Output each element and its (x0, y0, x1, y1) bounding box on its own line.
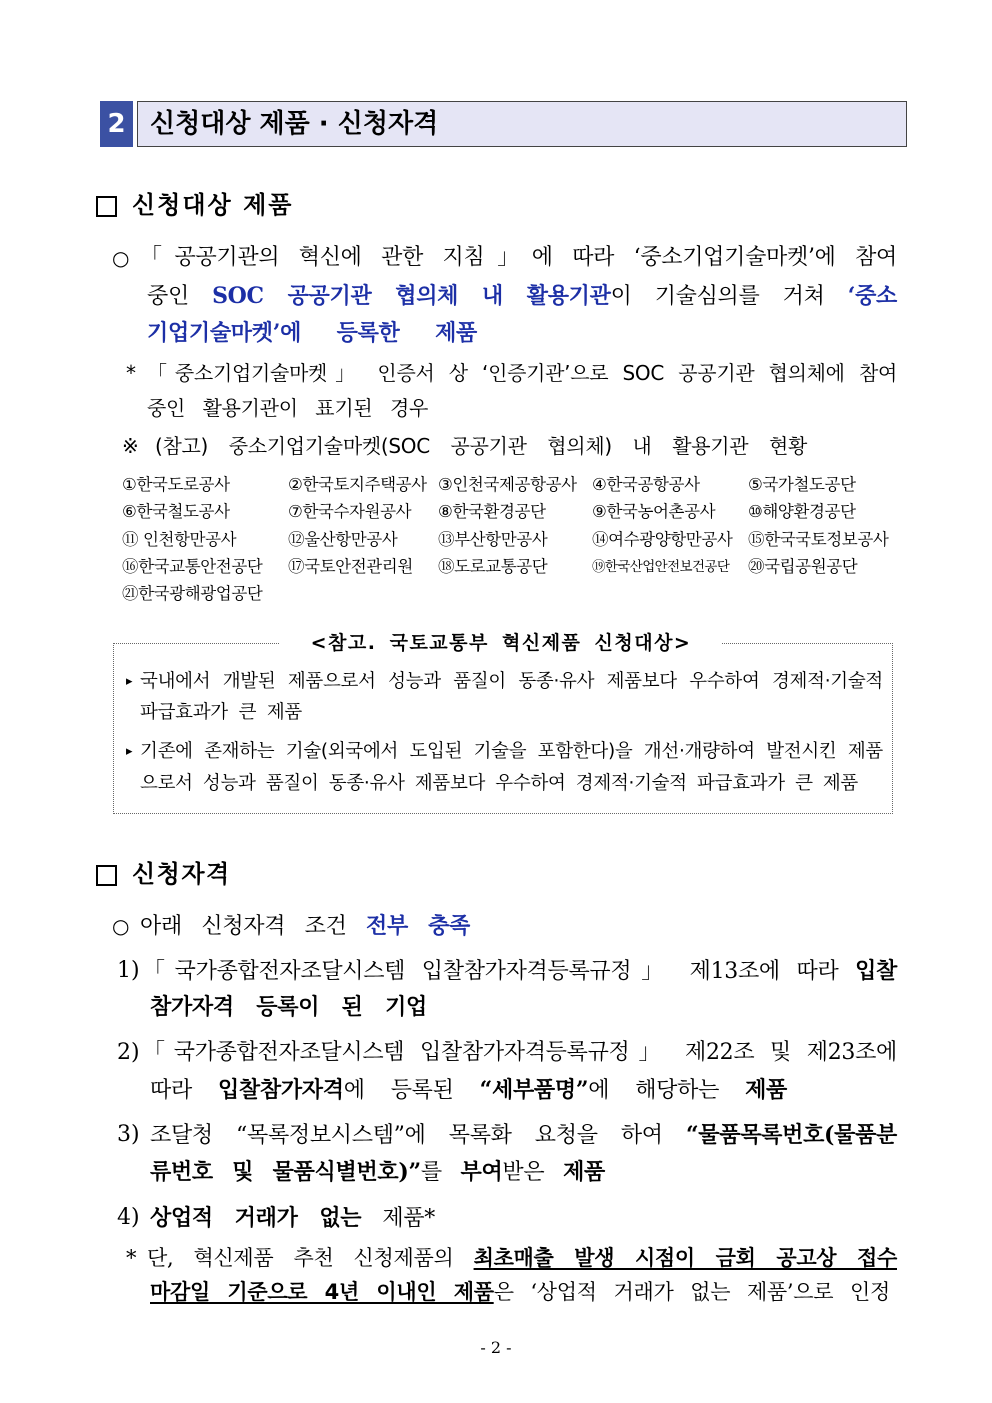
eligibility-intro-highlight: 전부 충족 (366, 913, 470, 939)
box-bullet-1-line-2 (140, 697, 302, 729)
item-1-bold-2: 참가자격 등록이 된 기업 (150, 994, 427, 1020)
item-2-text-c: 에 해당하는 (588, 1078, 746, 1103)
institution-item: ㉑한국광해광업공단 (122, 584, 263, 603)
intro-line-2 (147, 280, 897, 312)
item-4-bold: 상업적 거래가 없는 (150, 1205, 362, 1231)
institution-item: ⑧한국환경공단 (438, 502, 546, 521)
item-1-text: 「국가종합전자조달시스템 입찰참가자격등록규정」 제13조에 따라 (143, 959, 856, 984)
institution-item: ⑱도로교통공단 (438, 557, 548, 576)
item-2-line-1 (143, 1037, 897, 1069)
eligibility-note-emphasis-a: 최초매출 발생 시점이 금회 공고상 접수 (473, 1246, 897, 1270)
square-bullet-icon (96, 196, 117, 217)
item-number: 1) (117, 958, 140, 983)
item-2-text-b: 에 등록된 (343, 1078, 480, 1103)
eligibility-note-line-2 (150, 1276, 890, 1308)
item-number: 4) (117, 1205, 140, 1230)
item-number: 3) (117, 1122, 140, 1147)
box-bullet-1-text-2: 파급효과가 큰 제품 (140, 702, 302, 723)
institution-item: ⑨한국농어촌공사 (592, 502, 716, 521)
item-1-bold: 입찰 (855, 958, 897, 984)
institution-item: ②한국토지주택공사 (288, 475, 427, 494)
institution-item: ⑯한국교통안전공단 (122, 557, 263, 576)
item-4-line-1 (150, 1202, 435, 1234)
institution-item: ⑪ 인천항만공사 (122, 530, 237, 549)
eligibility-note-text-a: 단, 혁신제품 추천 신청제품의 (147, 1246, 474, 1270)
institution-item: ⑮한국국토정보공사 (748, 530, 889, 549)
box-bullet-2-line-1 (140, 736, 883, 768)
institution-item: ⑩해양환경공단 (748, 502, 856, 521)
item-2-bold-a: 입찰참가자격 (217, 1077, 344, 1103)
item-2-bold-c: 제품 (745, 1077, 787, 1103)
section-title: 신청대상 제품 · 신청자격 (137, 101, 907, 147)
triangle-bullet-icon: ▸ (126, 744, 133, 759)
intro-line-1 (140, 242, 897, 274)
intro-line-2-highlight-b: ‘중소 (847, 283, 897, 309)
item-2-text-a: 따라 (150, 1078, 218, 1103)
item-3-line-1 (150, 1119, 897, 1151)
square-bullet-icon (96, 865, 117, 886)
box-bullet-2-text-1: 기존에 존재하는 기술(외국에서 도입된 기술을 포함한다)을 개선·개량하여 발전시킨 제품 (140, 741, 883, 762)
note-line-1-text: 「중소기업기술마켓」 인증서 상 ‘인증기관’으로 SOC 공공기관 협의체에 참여 (147, 361, 897, 385)
box-bullet-1-text-1: 국내에서 개발된 제품으로서 성능과 품질이 동종·유사 제품보다 우수하여 경제적·기술적 (140, 671, 883, 692)
intro-line-2-highlight-a: SOC 공공기관 협의체 내 활용기관 (212, 283, 611, 309)
note-line-2-text: 중인 활용기관이 표기된 경우 (147, 396, 428, 420)
institution-item: ⑳국립공원공단 (748, 557, 858, 576)
note-line-2 (147, 392, 428, 424)
reference-line (155, 430, 807, 462)
item-2-bold-b: “세부품명” (479, 1077, 589, 1103)
reference-box-title: <참고. 국토교통부 혁신제품 신청대상> (280, 631, 722, 655)
institution-item: ⑤국가철도공단 (748, 475, 856, 494)
intro-line-3 (147, 317, 477, 349)
box-bullet-2-line-2 (140, 768, 858, 800)
eligibility-note-line-1 (147, 1242, 897, 1274)
circle-bullet: ○ (112, 246, 130, 270)
institution-item: ④한국공항공사 (592, 475, 700, 494)
eligibility-heading: 신청자격 (132, 859, 231, 888)
item-2-line-2 (150, 1074, 787, 1106)
asterisk-marker: * (126, 1246, 137, 1270)
reference-text: (참고) 중소기업기술마켓(SOC 공공기관 협의체) 내 활용기관 현황 (155, 434, 807, 458)
circle-bullet: ○ (112, 914, 130, 938)
eligibility-note-text-b: 은 ‘상업적 거래가 없는 제품’으로 인정 (493, 1280, 890, 1304)
intro-line-2-text-b: 이 기술심의를 거쳐 (610, 284, 848, 309)
eligibility-intro-text: 아래 신청자격 조건 (140, 914, 367, 939)
triangle-bullet-icon: ▸ (126, 674, 133, 689)
item-4-text: 제품* (361, 1206, 435, 1231)
institution-item: ⑰국토안전관리원 (288, 557, 413, 576)
box-bullet-2-text-2: 으로서 성능과 품질이 동종·유사 제품보다 우수하여 경제적·기술적 파급효과가 큰 제품 (140, 773, 858, 794)
item-3-bold: “물품목록번호(물품분 (685, 1122, 897, 1148)
institution-item: ⑫울산항만공사 (288, 530, 398, 549)
item-number: 2) (117, 1040, 140, 1065)
asterisk-marker: * (126, 361, 136, 385)
item-3-bold-a: 류번호 및 물품식별번호)” (150, 1159, 421, 1185)
item-1-line-1 (143, 955, 897, 987)
item-3-bold-c: 제품 (563, 1159, 605, 1185)
institution-item: ⑥한국철도공사 (122, 502, 230, 521)
institution-item: ⑦한국수자원공사 (288, 502, 412, 521)
section-number-badge: 2 (100, 101, 133, 147)
institution-item: ⑬부산항만공사 (438, 530, 548, 549)
intro-line-1-text: 「공공기관의 혁신에 관한 지침」에 따라 ‘중소기업기술마켓’에 참여 (140, 245, 897, 270)
item-3-bold-b: 부여 (460, 1159, 503, 1185)
eligibility-intro-line (140, 910, 470, 942)
box-bullet-1-line-1 (140, 666, 883, 698)
institution-item: ③인천국제공항공사 (438, 475, 577, 494)
institution-item: ①한국도로공사 (122, 475, 230, 494)
intro-line-2-text-a: 중인 (147, 284, 213, 309)
item-3-text-b: 받은 (502, 1160, 564, 1185)
target-products-heading: 신청대상 제품 (132, 190, 294, 219)
eligibility-note-emphasis-b: 마감일 기준으로 4년 이내인 제품 (150, 1280, 494, 1304)
item-3-line-2 (150, 1156, 605, 1188)
item-2-text: 「국가종합전자조달시스템 입찰참가자격등록규정」 제22조 및 제23조에 (143, 1040, 897, 1065)
item-3-text: 조달청 “목록정보시스템”에 목록화 요청을 하여 (150, 1123, 686, 1148)
note-line-1 (147, 357, 897, 389)
institution-item: ⑲한국산업안전보건공단 (592, 559, 730, 575)
item-1-line-2 (150, 991, 427, 1023)
reference-mark-icon: ※ (122, 434, 139, 458)
item-3-text-a: 를 (420, 1160, 461, 1185)
institution-item: ⑭여수광양항만공사 (592, 530, 733, 549)
intro-line-3-highlight: 기업기술마켓’에 등록한 제품 (147, 320, 477, 346)
page-number: - 2 - (480, 1338, 512, 1357)
